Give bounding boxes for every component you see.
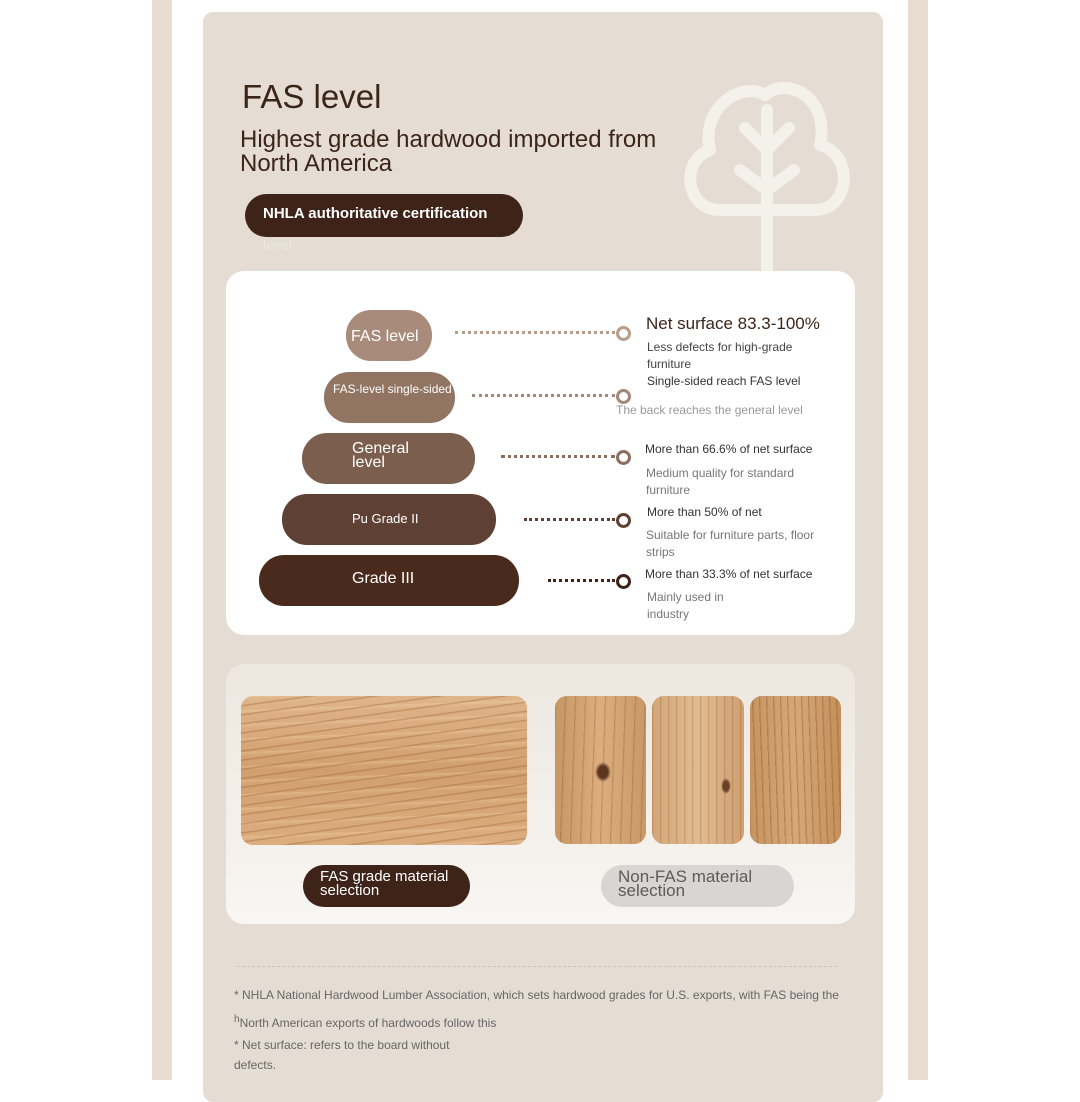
grade-name: FAS level (351, 328, 419, 345)
connector-dots (455, 331, 615, 334)
grade-line: The back reaches the general level (616, 403, 803, 417)
marker-ring (616, 450, 631, 465)
footnote-text: North American exports of hardwoods follow this (239, 1016, 497, 1030)
non-fas-wood-sample-image (652, 696, 744, 844)
fas-material-label (303, 865, 470, 907)
grade-line: Mainly used in industry (647, 590, 724, 621)
marker-ring (616, 513, 631, 528)
footnote-line: defects. (234, 1058, 277, 1072)
non-fas-wood-sample-image (555, 696, 646, 844)
footnote-prefix: h (234, 1014, 240, 1025)
marker-ring (616, 574, 631, 589)
page-title: FAS level (242, 78, 382, 115)
right-border-strip (908, 0, 928, 1080)
footnote-line: * NHLA National Hardwood Lumber Association, which sets hardwood grades for U.S. exports, with FAS being the (234, 988, 839, 1002)
grade-pill-general (302, 433, 475, 484)
non-fas-material-label-text: Non-FAS material selection (618, 867, 753, 900)
fas-wood-sample-image (241, 696, 527, 845)
grade-headline: More than 50% of net (647, 505, 762, 519)
connector-dots (472, 394, 615, 397)
connector-dots (501, 455, 615, 458)
grade-pill-pu-grade-ii (282, 494, 496, 545)
grade-headline: More than 33.3% of net surface (645, 567, 813, 581)
footnote-line (234, 1012, 496, 1031)
grade-name: Pu Grade II (352, 511, 419, 526)
grade-line: Medium quality for standard furniture (646, 466, 795, 497)
left-border-strip (152, 0, 172, 1080)
fas-material-label-text: FAS grade material selection (320, 868, 449, 899)
grade-line: Less defects for high-grade furniture (647, 340, 793, 371)
grade-line: Suitable for furniture parts, floor strips (646, 528, 815, 559)
grade-headline: More than 66.6% of net surface (645, 442, 813, 456)
certification-overflow-text: level (263, 237, 292, 253)
connector-dots (548, 579, 615, 582)
grade-pill-grade-iii (259, 555, 519, 606)
non-fas-wood-sample-image (750, 696, 841, 844)
certification-badge: NHLA authoritative certification (245, 194, 523, 237)
grade-name: Grade III (352, 570, 415, 587)
connector-dots (524, 518, 615, 521)
tree-icon (680, 70, 855, 275)
grade-pill-fas (346, 310, 432, 361)
marker-ring (616, 326, 631, 341)
page-subtitle: Highest grade hardwood imported from North America (240, 126, 657, 177)
grade-pill-fas-single-sided (324, 372, 455, 423)
grade-headline: Net surface 83.3-100% (646, 314, 820, 333)
grade-name: FAS-level single-sided (333, 382, 452, 396)
grade-name: General level (352, 440, 409, 471)
grade-line: Single-sided reach FAS level (647, 374, 801, 388)
footnote-divider (237, 966, 837, 967)
non-fas-material-label (601, 865, 794, 907)
footnote-line: * Net surface: refers to the board without (234, 1038, 450, 1052)
